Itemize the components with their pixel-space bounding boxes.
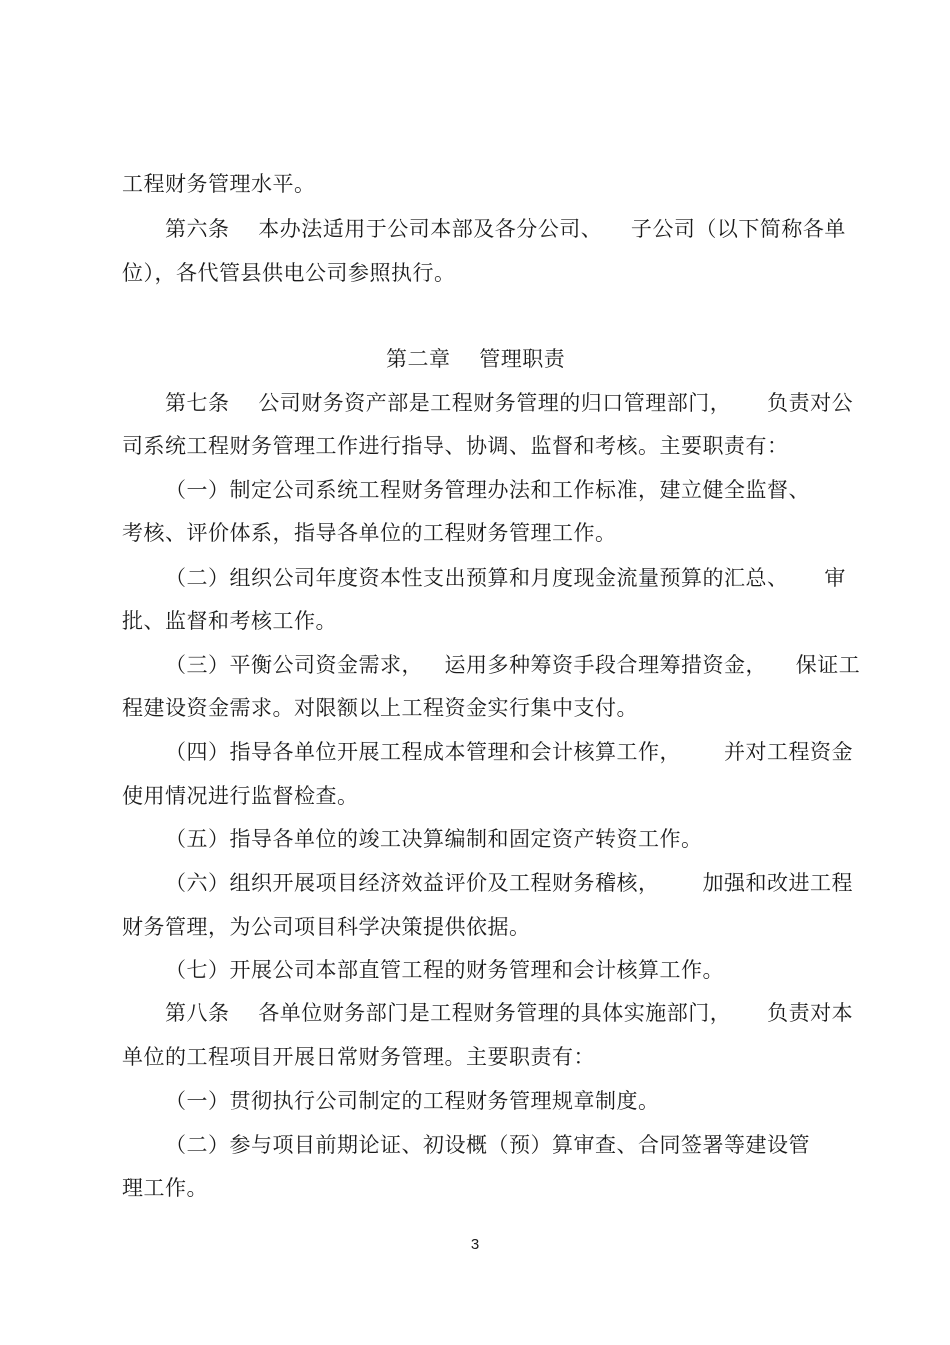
article-6-line: 第六条 本办法适用于公司本部及各分公司、 子公司（以下简称各单 [165,217,846,241]
list-item: （五）指导各单位的竣工决算编制和固定资产转资工作。 [165,827,703,851]
text-line: 理工作。 [122,1176,208,1200]
list-item: （一）贯彻执行公司制定的工程财务管理规章制度。 [165,1089,660,1113]
list-item: （一）制定公司系统工程财务管理办法和工作标准，建立健全监督、 [165,478,810,502]
list-item: （三）平衡公司资金需求， 运用多种筹资手段合理筹措资金， 保证工 [165,653,861,677]
chapter-heading: 第二章 管理职责 [386,347,566,371]
text-line: 批、监督和考核工作。 [122,609,337,633]
article-8-line: 第八条 各单位财务部门是工程财务管理的具体实施部门， 负责对本 [165,1001,854,1025]
text-line: 司系统工程财务管理工作进行指导、协调、监督和考核。主要职责有： [122,434,789,458]
list-item: （二）参与项目前期论证、初设概（预）算审查、合同签署等建设管 [165,1133,810,1157]
text-line: 使用情况进行监督检查。 [122,784,359,808]
text-line: 位），各代管县供电公司参照执行。 [122,261,456,285]
text-line: 单位的工程项目开展日常财务管理。主要职责有： [122,1045,595,1069]
list-item: （七）开展公司本部直管工程的财务管理和会计核算工作。 [165,958,724,982]
text-line: 程建设资金需求。对限额以上工程资金实行集中支付。 [122,696,638,720]
page-number: 3 [470,1236,480,1253]
text-line: 财务管理，为公司项目科学决策提供依据。 [122,915,531,939]
list-item: （四）指导各单位开展工程成本管理和会计核算工作， 并对工程资金 [165,740,854,764]
list-item: （二）组织公司年度资本性支出预算和月度现金流量预算的汇总、 审 [165,566,846,590]
list-item: （六）组织开展项目经济效益评价及工程财务稽核， 加强和改进工程 [165,871,854,895]
text-line: 工程财务管理水平。 [122,172,316,196]
text-line: 考核、评价体系，指导各单位的工程财务管理工作。 [122,521,617,545]
article-7-line: 第七条 公司财务资产部是工程财务管理的归口管理部门， 负责对公 [165,391,854,415]
